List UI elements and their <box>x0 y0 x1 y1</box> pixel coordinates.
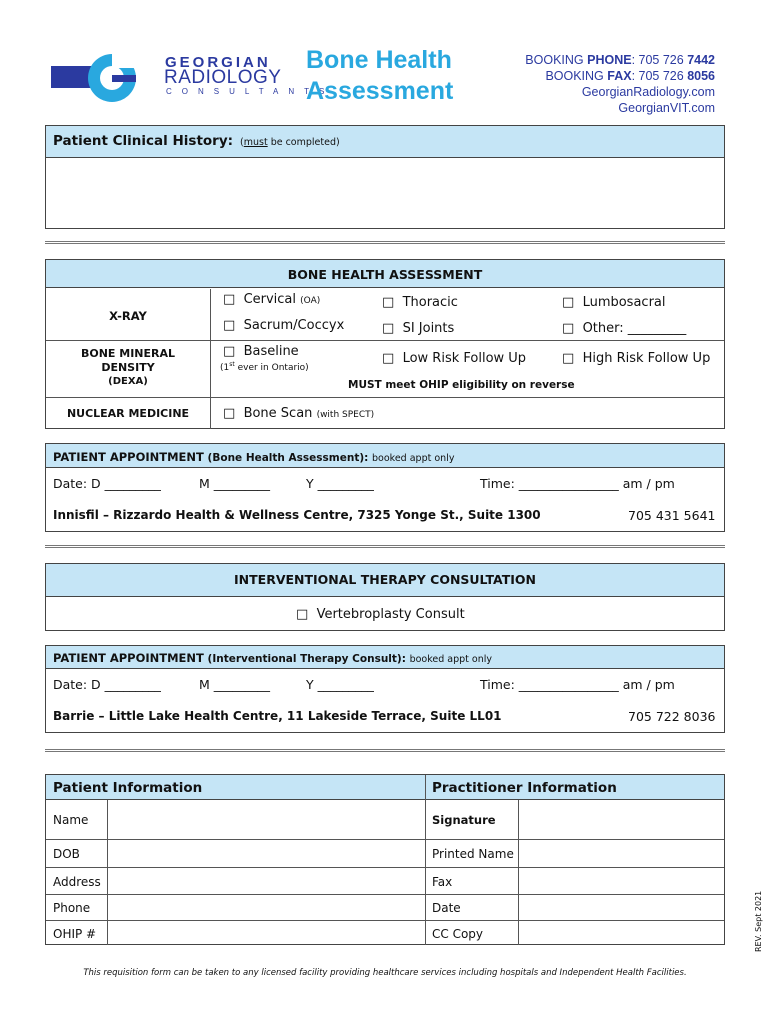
practitioner-field-printed-name: Printed Name <box>432 847 514 861</box>
appointment-2-title <box>53 651 492 665</box>
divider <box>45 241 725 244</box>
option-cervical[interactable] <box>223 292 320 307</box>
patient-input-ohip[interactable] <box>108 921 425 945</box>
practitioner-input-date[interactable] <box>519 895 724 920</box>
booking-fax-number: : 705 726 <box>631 69 688 83</box>
patient-field-name: Name <box>53 813 89 827</box>
checkbox-icon[interactable]: □ <box>223 292 236 307</box>
booking-phone-suffix: 7442 <box>687 53 715 67</box>
baseline-note-sup: st <box>229 361 235 368</box>
practitioner-field-fax: Fax <box>432 875 453 889</box>
practitioner-field-signature: Signature <box>432 813 496 827</box>
option-cervical-note: (OA) <box>300 296 321 306</box>
logo-g-tab <box>112 54 142 68</box>
appointment-2-date-day[interactable]: Date: D _________ <box>53 677 161 692</box>
option-low-risk[interactable] <box>382 351 526 366</box>
option-bone-scan[interactable] <box>223 406 374 421</box>
appointment-2-title-note: booked appt only <box>409 654 493 665</box>
option-high-risk-label: High Risk Follow Up <box>582 351 711 366</box>
option-bone-scan-note: (with SPECT) <box>316 410 375 420</box>
checkbox-icon[interactable]: □ <box>382 295 395 310</box>
baseline-note-post: ever in Ontario) <box>234 363 309 373</box>
checkbox-icon[interactable]: □ <box>562 321 575 336</box>
bha-column-divider <box>210 289 211 429</box>
option-lumbosacral-label: Lumbosacral <box>582 295 666 310</box>
appointment-1-date-day[interactable]: Date: D _________ <box>53 476 161 491</box>
footer-note: This requisition form can be taken to any licensed facility providing healthcare services including hospitals and Independent Health Facilities. <box>83 968 687 978</box>
booking-phone-bold: PHONE <box>587 53 632 67</box>
option-vertebroplasty-label: Vertebroplasty Consult <box>316 607 465 622</box>
logo-word-radiology: RADIOLOGY <box>164 67 282 88</box>
option-lumbosacral[interactable] <box>562 295 666 310</box>
booking-fax-suffix: 8056 <box>687 69 715 83</box>
nuclear-medicine-label: NUCLEAR MEDICINE <box>66 407 190 420</box>
appointment-1-title-paren: (Bone Health Assessment): <box>207 452 369 464</box>
booking-phone-number: : 705 726 <box>631 53 688 67</box>
practitioner-info-title: Practitioner Information <box>432 780 617 796</box>
checkbox-icon[interactable]: □ <box>223 344 236 359</box>
website-link-2[interactable]: GeorgianVIT.com <box>618 101 715 115</box>
option-vertebroplasty[interactable] <box>296 607 465 622</box>
checkbox-icon[interactable]: □ <box>382 351 395 366</box>
bha-row-divider <box>46 340 724 341</box>
patient-info-title: Patient Information <box>53 780 203 796</box>
note-open-paren: ( <box>240 137 244 148</box>
appointment-1-title-note: booked appt only <box>372 453 455 464</box>
option-si-joints[interactable] <box>382 321 454 336</box>
patient-field-ohip: OHIP # <box>53 927 97 941</box>
clinical-history-field[interactable] <box>45 157 725 229</box>
itc-title: INTERVENTIONAL THERAPY CONSULTATION <box>234 572 536 587</box>
option-other[interactable] <box>562 321 686 336</box>
patient-field-dob: DOB <box>53 847 80 861</box>
logo-word-georgian: GEORGIAN <box>165 54 271 71</box>
bha-row-divider <box>46 397 724 398</box>
booking-fax-label: BOOKING <box>545 69 604 83</box>
revision-label: REV. Sept 2021 <box>754 890 763 952</box>
option-high-risk[interactable] <box>562 351 710 366</box>
practitioner-input-cc-copy[interactable] <box>519 921 724 945</box>
divider <box>45 749 725 752</box>
page-title-line2: Assessment <box>306 77 454 105</box>
appointment-1-phone: 705 431 5641 <box>628 508 716 523</box>
bmd-label-line1: BONE MINERAL <box>80 347 176 360</box>
clinical-history-label: Patient Clinical History: <box>53 133 234 149</box>
booking-fax <box>525 68 715 84</box>
option-cervical-label: Cervical <box>243 292 297 307</box>
appointment-2-location: Barrie – Little Lake Health Centre, 11 Lakeside Terrace, Suite LL01 <box>53 709 502 723</box>
patient-input-phone[interactable] <box>108 895 425 920</box>
ohip-eligibility-note: MUST meet OHIP eligibility on reverse <box>348 379 575 391</box>
website-link-1[interactable]: GeorgianRadiology.com <box>581 85 715 99</box>
appointment-1-date-month[interactable]: M _________ <box>199 476 271 491</box>
baseline-note-pre: (1 <box>220 363 230 373</box>
xray-label: X-RAY <box>109 309 147 323</box>
contact-block <box>525 52 715 116</box>
patient-input-address[interactable] <box>108 868 425 894</box>
patient-field-address: Address <box>53 875 101 889</box>
bmd-label-line3: (DEXA) <box>108 376 148 387</box>
appointment-2-time[interactable]: Time: ________________ am / pm <box>480 677 675 692</box>
practitioner-field-cc-copy: CC Copy <box>432 927 484 941</box>
checkbox-icon[interactable]: □ <box>562 351 575 366</box>
option-low-risk-label: Low Risk Follow Up <box>402 351 527 366</box>
bmd-label <box>46 347 210 389</box>
logo-word-consultants: CONSULTANTS <box>166 87 335 96</box>
option-thoracic-label: Thoracic <box>402 295 458 310</box>
option-sacrum-label: Sacrum/Coccyx <box>243 318 345 333</box>
checkbox-icon[interactable]: □ <box>296 607 309 622</box>
appointment-1-time[interactable]: Time: ________________ am / pm <box>480 476 675 491</box>
note-must: must <box>243 137 268 148</box>
patient-input-name[interactable] <box>108 801 425 839</box>
note-rest: be completed) <box>267 137 340 148</box>
appointment-1-title <box>53 450 454 464</box>
bha-title: BONE HEALTH ASSESSMENT <box>287 267 483 282</box>
appointment-1-date-year[interactable]: Y _________ <box>306 476 374 491</box>
appointment-2-date-month[interactable]: M _________ <box>199 677 271 692</box>
divider <box>45 545 725 548</box>
option-thoracic[interactable] <box>382 295 458 310</box>
patient-input-dob[interactable] <box>108 840 425 867</box>
option-sacrum[interactable] <box>223 318 344 333</box>
booking-phone-label: BOOKING <box>525 53 584 67</box>
booking-fax-bold: FAX <box>607 69 632 83</box>
page-title-line1: Bone Health <box>306 46 452 74</box>
appointment-2-title-paren: (Interventional Therapy Consult): <box>207 653 406 665</box>
option-baseline[interactable] <box>223 344 299 359</box>
option-si-joints-label: SI Joints <box>402 321 455 336</box>
appointment-1-location: Innisfil – Rizzardo Health & Wellness Centre, 7325 Yonge St., Suite 1300 <box>53 508 541 522</box>
practitioner-field-date: Date <box>432 901 461 915</box>
appointment-2-date-year[interactable]: Y _________ <box>306 677 374 692</box>
practitioner-input-printed-name[interactable] <box>519 840 724 867</box>
logo-g-bar <box>112 75 136 82</box>
appointment-2-title-main: PATIENT APPOINTMENT <box>53 651 204 665</box>
checkbox-icon[interactable]: □ <box>223 318 236 333</box>
appointment-2-phone: 705 722 8036 <box>628 709 716 724</box>
baseline-note <box>220 361 309 373</box>
booking-phone <box>525 52 715 68</box>
patient-field-phone: Phone <box>53 901 91 915</box>
checkbox-icon[interactable]: □ <box>382 321 395 336</box>
option-other-label: Other: _________ <box>582 321 687 336</box>
clinical-history-note <box>240 137 340 148</box>
page-title <box>306 45 476 107</box>
practitioner-input-fax[interactable] <box>519 868 724 894</box>
checkbox-icon[interactable]: □ <box>562 295 575 310</box>
practitioner-input-signature[interactable] <box>519 801 724 839</box>
appointment-1-title-main: PATIENT APPOINTMENT <box>53 450 204 464</box>
option-baseline-label: Baseline <box>243 344 299 359</box>
option-bone-scan-label: Bone Scan <box>243 406 313 421</box>
bmd-label-line2: DENSITY <box>101 361 155 374</box>
checkbox-icon[interactable]: □ <box>223 406 236 421</box>
